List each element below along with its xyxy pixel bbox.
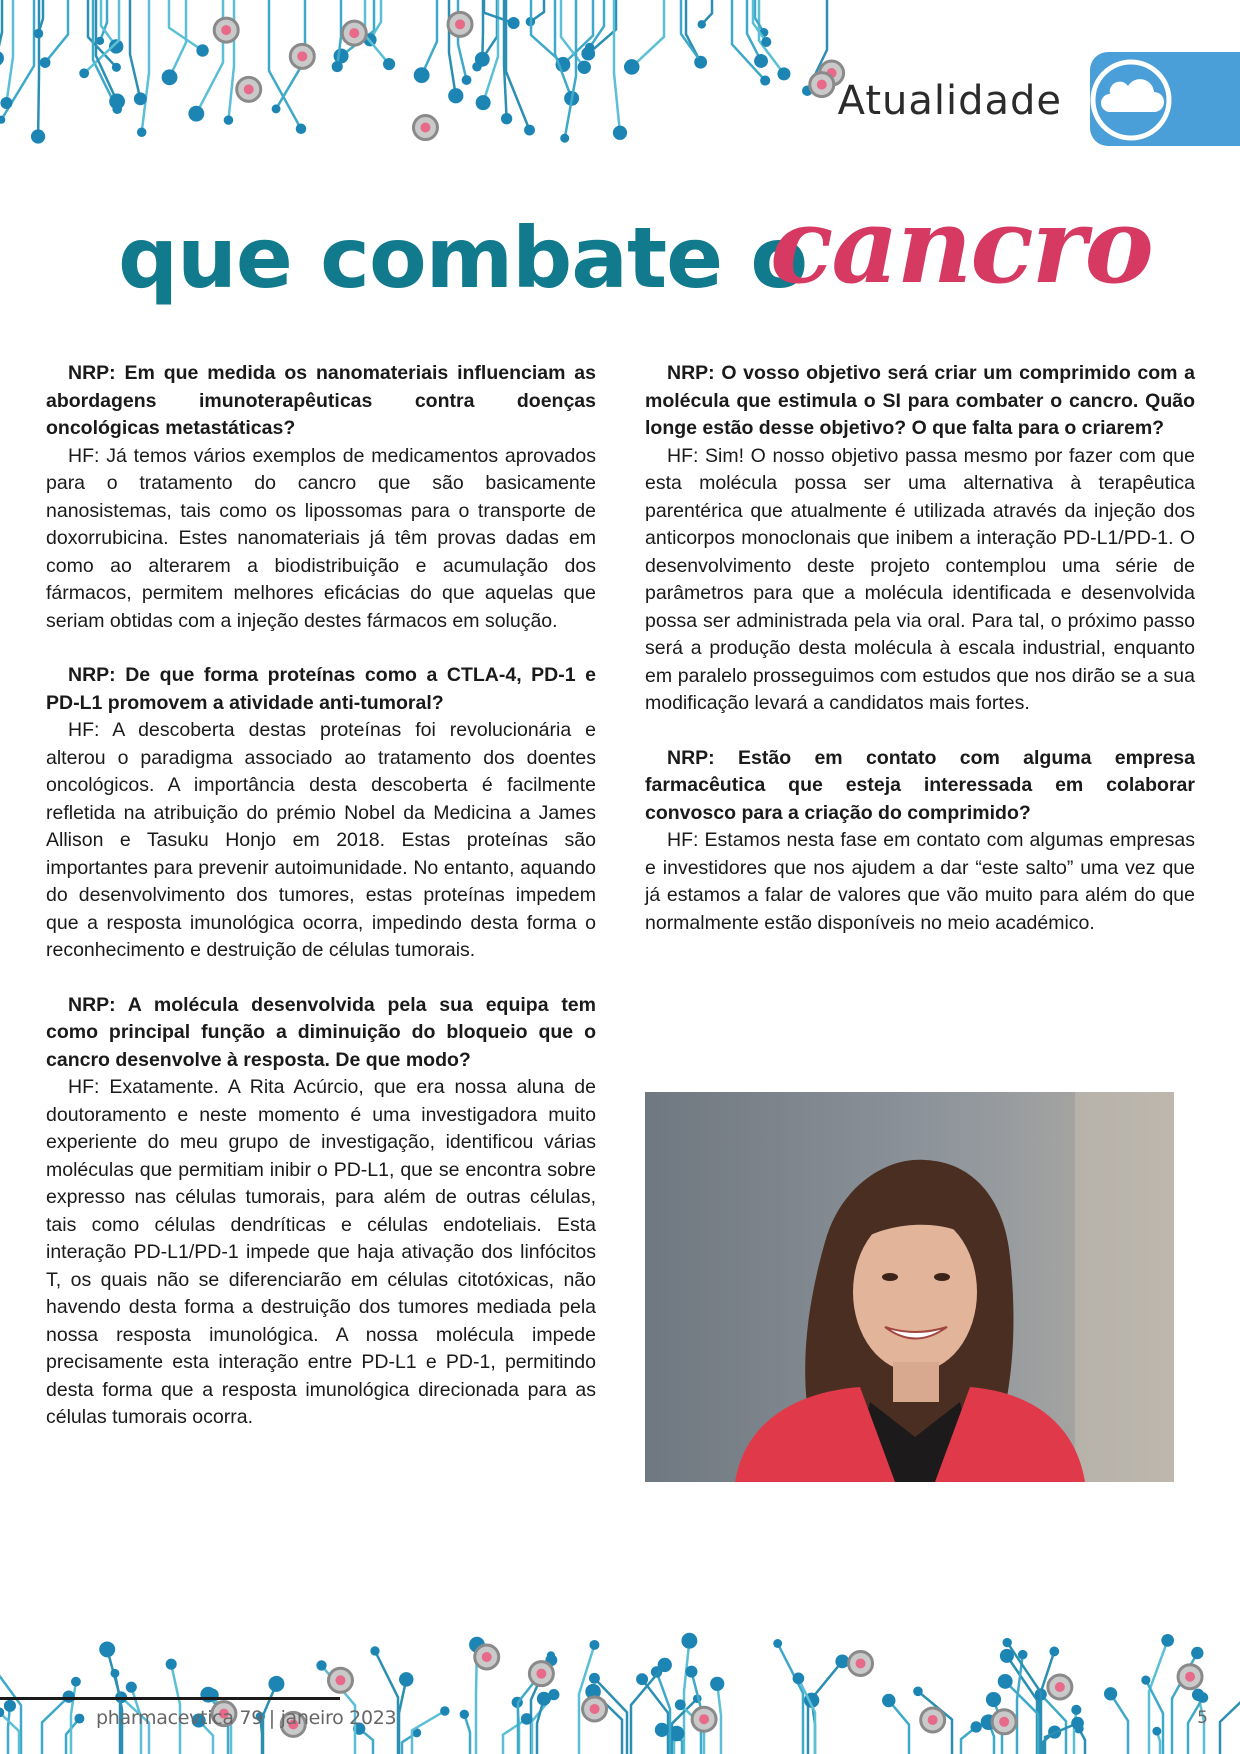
- article-column-left: [46, 360, 596, 1459]
- interview-answer: HF: Exatamente. A Rita Acúrcio, que era nossa aluna de doutoramento e neste momento é uma investigadora muito experiente do meu grupo de investigação, identificou várias moléculas que permitiam inibir o PD-L1, que se encontra sobre expresso nas células tumorais, para além de outras células, tais como células dendríticas e células endoteliais. Esta interação PD-L1/PD-1 impede que haja ativação dos linfócitos T, os quais não se diferenciarão em células citotóxicas, não havendo desta forma a destruição dos tumores mediada pela nossa resposta imunológica. A nossa molécula impede precisamente esta interação entre PD-L1 e PD-1, permitindo desta forma que a resposta imunológica direcionada para as células tumorais ocorra.: [46, 1076, 596, 1428]
- headline-accent: cancro: [770, 184, 1152, 307]
- interview-question: NRP: Estão em contato com alguma empresa farmacêutica que esteja interessada em colaborar convosco para a criação do comprimido?: [645, 746, 1195, 824]
- interview-answer: HF: Sim! O nosso objetivo passa mesmo por fazer com que esta molécula possa ser uma alternativa à terapêutica parentérica que atualmente é utilizada através da injeção dos anticorpos monoclonais que inibem a interação PD-L1/PD-1. O desenvolvimento deste projeto contemplou uma série de parâmetros para que a molécula identificada e desenvolvida possa ser administrada pela via oral. Para tal, o próximo passo será a produção desta molécula à escala industrial, enquanto em paralelo prosseguimos com estudos que nos dirão se a sua modificação levará a candidatos mais fortes.: [645, 444, 1195, 714]
- section-label: Atualidade: [837, 78, 1062, 124]
- interview-block: [645, 745, 1195, 938]
- interview-answer: HF: Já temos vários exemplos de medicamentos aprovados para o tratamento do cancro que são basicamente nanosistemas, tais como os lipossomas para o transporte de doxorrubicina. Estes nanomateriais já têm provas dadas em como ao alterarem a biodistribuição e acumulação dos fármacos, permitem melhores eficácias do que aquelas que seriam obtidas com a injeção destes fármacos em solução.: [46, 444, 596, 632]
- footer-rule: [0, 1697, 340, 1700]
- interview-question: NRP: A molécula desenvolvida pela sua equipa tem como principal função a diminuição do bloqueio que o cancro desenvolve à resposta. De que modo?: [46, 993, 596, 1071]
- interview-block: [46, 662, 596, 965]
- portrait-photo: [645, 1092, 1174, 1482]
- interview-block: [46, 360, 596, 635]
- page-number: 5: [1197, 1708, 1208, 1728]
- cloud-icon: [1086, 56, 1176, 144]
- footer-publication: pharmacevtica 79 | janeiro 2023: [96, 1707, 397, 1729]
- headline-main: que combate o: [118, 209, 808, 307]
- headline: [118, 184, 1152, 322]
- interview-block: [46, 992, 596, 1432]
- interview-question: NRP: O vosso objetivo será criar um comprimido com a molécula que estimula o SI para combater o cancro. Quão longe estão desse objetivo? O que falta para o criarem?: [645, 362, 1195, 439]
- article-column-right: [645, 360, 1195, 964]
- interview-answer: HF: Estamos nesta fase em contato com algumas empresas e investidores que nos ajudem a dar “este salto” uma vez que já estamos a falar de valores que vão muito para além do que normalmente estão disponíveis no meio académico.: [645, 829, 1195, 934]
- interview-block: [645, 360, 1195, 718]
- circuit-decoration-bottom: [0, 1620, 1240, 1754]
- section-header: [837, 52, 1240, 146]
- interview-question: NRP: Em que medida os nanomateriais influenciam as abordagens imunoterapêuticas contra doenças oncológicas metastáticas?: [46, 362, 596, 439]
- interview-question: NRP: De que forma proteínas como a CTLA-4, PD-1 e PD-L1 promovem a atividade anti-tumoral?: [46, 664, 596, 714]
- interview-answer: HF: A descoberta destas proteínas foi revolucionária e alterou o paradigma associado ao tratamento dos doentes oncológicos. A importância desta descoberta é facilmente refletida na atribuição do prémio Nobel da Medicina a James Allison e Tasuku Honjo em 2018. Estas proteínas são importantes para prevenir autoimunidade. No entanto, aquando do desenvolvimento dos tumores, estas proteínas impedem que a resposta imunológica ocorra, impedindo desta forma o reconhecimento e destruição de células tumorais.: [46, 719, 596, 961]
